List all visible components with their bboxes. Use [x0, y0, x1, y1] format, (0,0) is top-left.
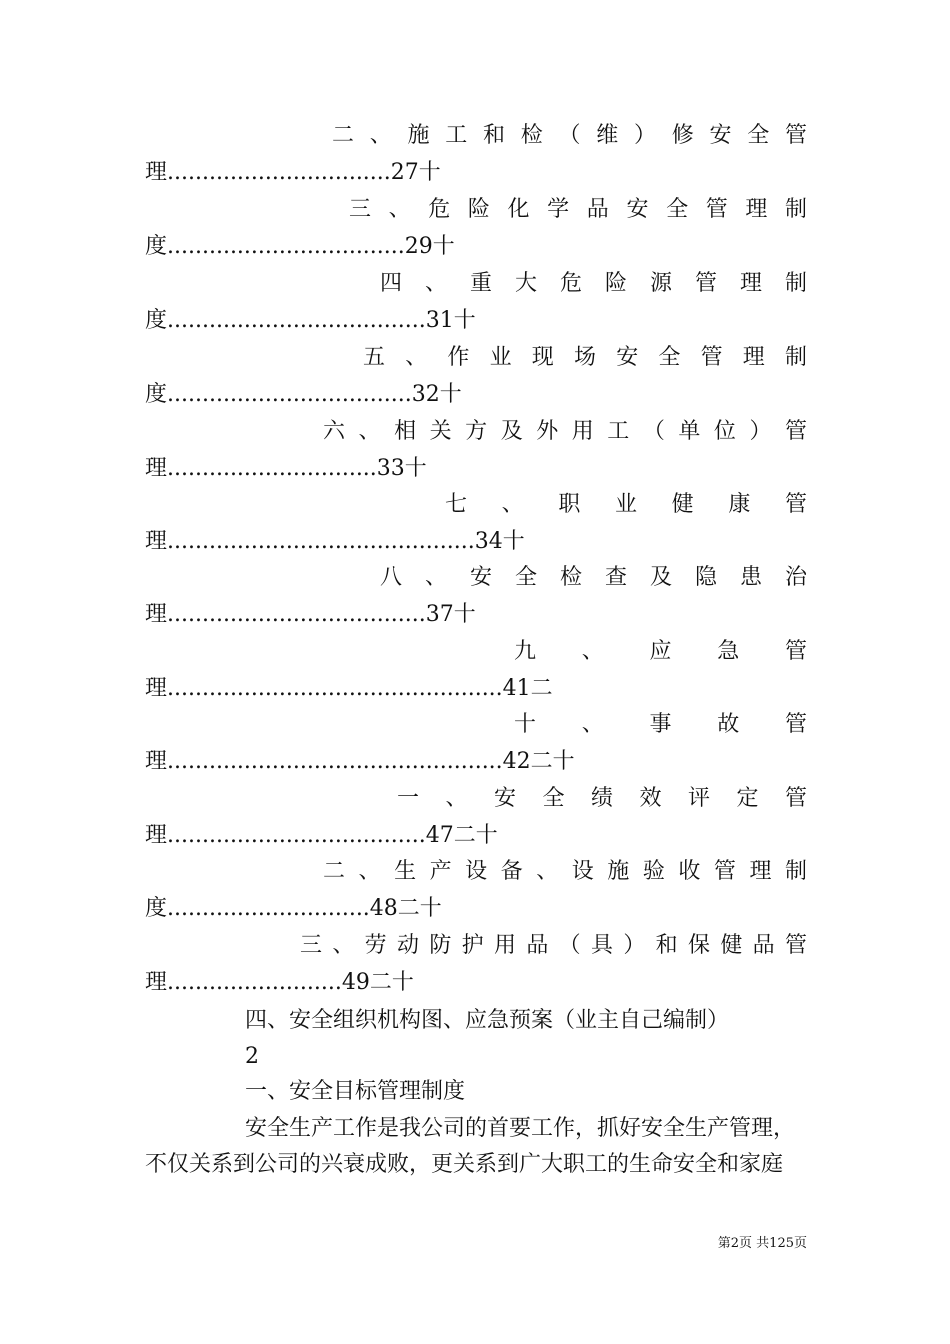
toc-dot-leader: 度...................................32十	[145, 382, 462, 407]
toc-dot-leader: 理.....................................37十	[145, 602, 476, 627]
page-footer: 第2页 共125页	[717, 1236, 807, 1251]
toc-dot-leader: 理................................27十	[145, 160, 441, 185]
toc-title: 十 、 事 故 管	[514, 712, 807, 737]
toc-title: 九 、 应 急 管	[514, 639, 807, 664]
toc-title: 二 、 生 产 设 备 、 设 施 验 收 管 理 制	[323, 859, 807, 884]
toc-title: 七 、 职 业 健 康 管	[445, 492, 807, 517]
toc-title: 二 、 施 工 和 检 （ 维 ） 修 安 全 管	[332, 123, 807, 148]
paragraph-line: 安全生产工作是我公司的首要工作，抓好安全生产管理，	[245, 1116, 796, 1141]
toc-title: 五 、 作 业 现 场 安 全 管 理 制	[363, 345, 807, 370]
toc-title: 三 、 危 险 化 学 品 安 全 管 理 制	[349, 197, 807, 222]
toc-dot-leader: 理............................................34十	[145, 529, 525, 554]
toc-title: 三 、 劳 动 防 护 用 品 （ 具 ） 和 保 健 品 管	[300, 933, 807, 958]
toc-title: 四 、 重 大 危 险 源 管 理 制	[380, 271, 807, 296]
section-number: 2	[245, 1044, 259, 1069]
appendix-heading: 四、安全组织机构图、应急预案（业主自己编制）	[245, 1008, 730, 1033]
toc-dot-leader: 度.....................................31十	[145, 308, 476, 333]
toc-title: 八 、 安 全 检 查 及 隐 患 治	[380, 565, 807, 590]
toc-dot-leader: 理................................................41二	[145, 676, 553, 701]
toc-dot-leader: 理................................................42二十	[145, 749, 575, 774]
toc-dot-leader: 理.........................49二十	[145, 970, 414, 995]
toc-dot-leader: 理..............................33十	[145, 456, 427, 481]
paragraph-line: 不仅关系到公司的兴衰成败，更关系到广大职工的生命安全和家庭	[145, 1152, 784, 1177]
toc-dot-leader: 度.............................48二十	[145, 896, 442, 921]
section-heading: 一、安全目标管理制度	[245, 1079, 466, 1104]
toc-title: 一 、 安 全 绩 效 评 定 管	[397, 786, 807, 811]
toc-dot-leader: 度..................................29十	[145, 234, 455, 259]
toc-title: 六 、 相 关 方 及 外 用 工 （ 单 位 ） 管	[323, 419, 807, 444]
toc-dot-leader: 理.....................................47二十	[145, 823, 498, 848]
